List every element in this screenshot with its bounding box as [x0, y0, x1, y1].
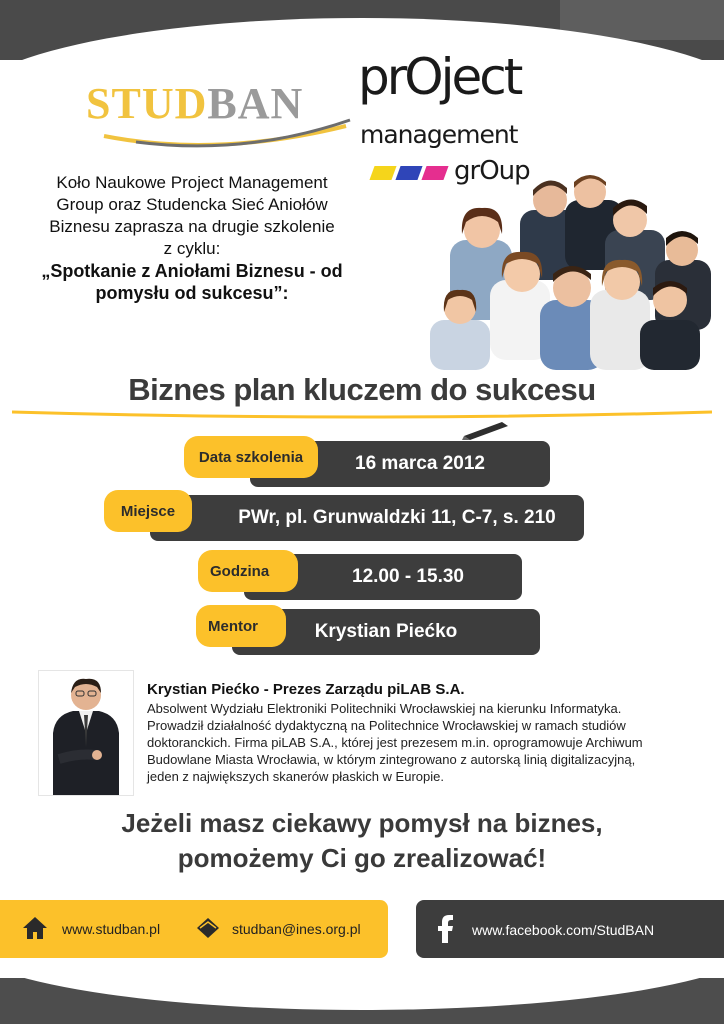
pmg-logo-line2: management [360, 120, 518, 149]
call-to-action [0, 806, 724, 876]
studban-swoosh [96, 112, 356, 152]
mentor-bio [147, 700, 717, 785]
mentor-bio-line: Absolwent Wydziału Elektroniki Politechniki Wrocławskiej na kierunku Informatyka. [147, 701, 622, 716]
time-label: Godzina [210, 562, 270, 580]
intro-line: Biznesu zaprasza na drugie szkolenie [49, 217, 335, 236]
time-value: 12.00 - 15.30 [352, 566, 464, 587]
mentor-bio-line: doktoranckich. Firma piLAB S.A., której jest prezesem m.in. oprogramowuje Archiwum [147, 735, 643, 750]
studban-wordmark-stud: STUD [86, 79, 208, 128]
intro-series-title: pomysłu od sukcesu”: [95, 283, 289, 303]
place-label-box [104, 490, 192, 532]
website-link[interactable]: www.studban.pl [62, 921, 161, 937]
mentor-label: Mentor [208, 617, 258, 635]
cta-line: pomożemy Ci go zrealizować! [177, 843, 547, 873]
email-link[interactable]: studban@ines.org.pl [232, 921, 361, 937]
place-value-box [150, 495, 584, 541]
intro-series-title: „Spotkanie z Aniołami Biznesu - od [41, 261, 343, 281]
mentor-photo [38, 670, 134, 796]
mentor-bio-line: jeden z największych skanerów płaskich w Europie. [147, 769, 444, 784]
studban-logo [86, 72, 356, 152]
headline-underline [12, 408, 712, 422]
date-label: Data szkolenia [198, 448, 304, 466]
mentor-bio-line: Prowadził działalność dydaktyczną na Politechnice Wrocławskiej w ramach studiów [147, 718, 626, 733]
intro-line: Koło Naukowe Project Management [56, 173, 328, 192]
cta-line: Jeżeli masz ciekawy pomysł na biznes, [121, 808, 603, 838]
headline: Biznes plan kluczem do sukcesu [128, 372, 596, 407]
place-value: PWr, pl. Grunwaldzki 11, C-7, s. 210 [238, 507, 556, 528]
mentor-label-box [196, 605, 286, 647]
swatch-blue [395, 166, 422, 180]
swatch-yellow [369, 166, 396, 180]
intro-text [14, 172, 370, 304]
group-photo [430, 170, 714, 370]
mentor-bio-line: Budowlane Miasta Wrocławia, w którym zintegrowano z autorską linią digitalizacyjną, [147, 752, 636, 767]
facebook-icon [437, 915, 455, 943]
intro-line: z cyklu: [163, 239, 221, 258]
studban-wordmark-ban: BAN [207, 79, 304, 128]
mentor-value: Krystian Piećko [314, 621, 458, 642]
home-icon [22, 916, 48, 940]
place-label: Miejsce [120, 502, 176, 520]
pmg-logo-line3: grOup [454, 156, 530, 186]
date-value: 16 marca 2012 [355, 453, 485, 474]
mentor-title: Krystian Piećko - Prezes Zarządu piLAB S.A. [147, 681, 465, 698]
facebook-link[interactable]: www.facebook.com/StudBAN [472, 922, 655, 938]
intro-line: Group oraz Studencka Sieć Aniołów [56, 195, 328, 214]
time-label-box [198, 550, 298, 592]
envelope-icon [195, 916, 221, 940]
date-label-box [184, 436, 318, 478]
pmg-logo-line1: prOject [358, 48, 521, 106]
pen-icon [462, 418, 510, 440]
